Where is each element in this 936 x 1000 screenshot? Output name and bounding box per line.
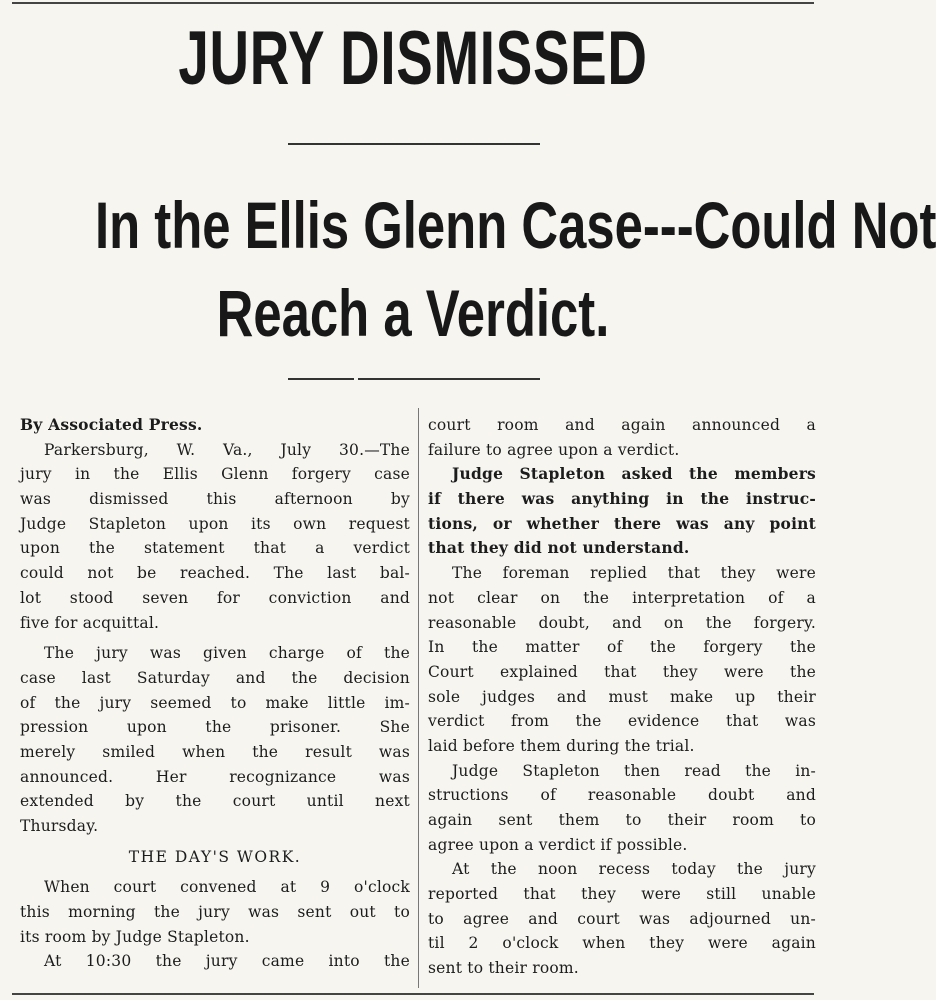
article-line: its room by Judge Stapleton.: [20, 927, 250, 946]
article-line: lot stood seven for conviction and: [20, 588, 410, 607]
section-heading: THE DAY'S WORK.: [128, 847, 302, 866]
article-line: laid before them during the trial.: [428, 736, 695, 755]
byline: By Associated Press.: [20, 415, 203, 434]
article-line: reasonable doubt, and on the forgery.: [428, 613, 816, 632]
article-line: Judge Stapleton then read the in-: [452, 761, 816, 780]
article-line: til 2 o'clock when they were again: [428, 934, 816, 953]
article-column-right: [428, 413, 816, 981]
article-line: sole judges and must make up their: [428, 687, 816, 706]
article-line: pression upon the prisoner. She: [20, 718, 410, 737]
headline-divider: [288, 143, 540, 145]
article-line: The jury was given charge of the: [44, 644, 410, 663]
article-line: extended by the court until next: [20, 792, 410, 811]
article-line: At 10:30 the jury came into the: [44, 952, 410, 971]
article-line: structions of reasonable doubt and: [428, 786, 816, 805]
article-line: could not be reached. The last bal-: [20, 564, 410, 583]
article-line: agree upon a verdict if possible.: [428, 835, 688, 854]
article-line: Court explained that they were the: [428, 662, 816, 681]
article-line: sent to their room.: [428, 959, 579, 978]
article-line: upon the statement that a verdict: [20, 539, 410, 558]
headline-sub-line-2: Reach a Verdict.: [216, 276, 610, 350]
article-line: again sent them to their room to: [428, 811, 816, 829]
article-line: announced. Her recognizance was: [20, 767, 410, 786]
article-line: jury in the Ellis Glenn forgery case: [20, 465, 410, 484]
article-line: court room and again announced a: [428, 416, 816, 434]
article-line: failure to agree upon a verdict.: [428, 440, 680, 459]
article-line: to agree and court was adjourned un-: [428, 909, 816, 928]
column-divider: [418, 408, 419, 988]
article-line: The foreman replied that they were: [452, 564, 816, 583]
article-line: In the matter of the forgery the: [428, 638, 816, 657]
article-column-left: [20, 413, 410, 974]
article-divider-right: [358, 378, 540, 380]
article-line: verdict from the evidence that was: [428, 712, 816, 731]
article-line: Thursday.: [20, 817, 99, 835]
article-line: of the jury seemed to make little im-: [20, 693, 410, 712]
bottom-rule: [12, 993, 814, 995]
article-line: five for acquittal.: [20, 613, 160, 632]
top-rule: [12, 2, 814, 4]
headline-sub-line-1: In the Ellis Glenn Case---Could Not: [94, 188, 936, 262]
article-line: tions, or whether there was any point: [428, 513, 816, 533]
article-line: reported that they were still unable: [428, 885, 816, 904]
article-line: merely smiled when the result was: [20, 742, 410, 761]
article-line: that they did not understand.: [428, 538, 690, 558]
article-line: this morning the jury was sent out to: [20, 903, 410, 922]
article-line: At the noon recess today the jury: [452, 860, 816, 879]
article-line: Judge Stapleton upon its own request: [20, 514, 410, 533]
article-line: if there was anything in the instruc-: [428, 489, 816, 509]
article-line: When court convened at 9 o'clock: [44, 878, 410, 897]
article-line: not clear on the interpretation of a: [428, 588, 816, 607]
article-line: Judge Stapleton asked the members: [452, 464, 816, 484]
article-line: was dismissed this afternoon by: [20, 490, 410, 509]
article-line: Parkersburg, W. Va., July 30.—The: [44, 440, 410, 459]
article-line: case last Saturday and the decision: [20, 668, 410, 687]
article-divider-left: [288, 378, 354, 380]
headline-main: JURY DISMISSED: [178, 16, 648, 101]
